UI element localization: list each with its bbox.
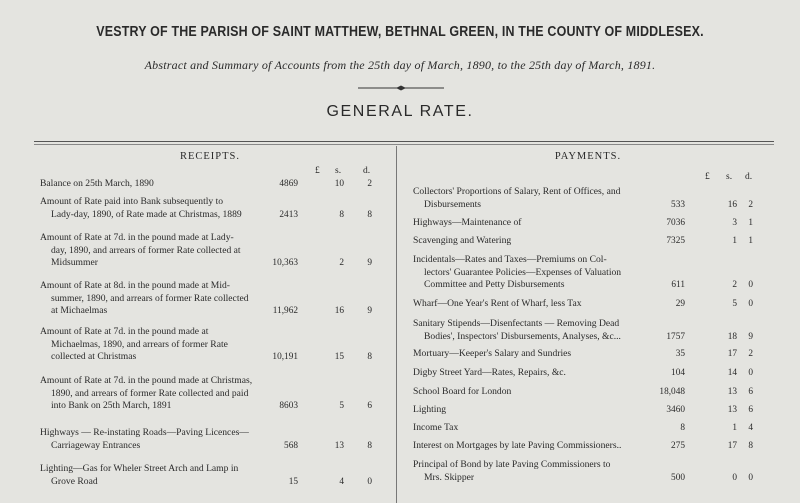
pounds-unit: £ <box>315 166 320 176</box>
shillings-value: 16 <box>334 306 344 316</box>
shillings-value: 15 <box>334 352 344 362</box>
shillings-value: 18 <box>727 331 737 342</box>
shillings-value: 1 <box>732 236 737 246</box>
pounds-value: 2413 <box>279 209 298 220</box>
shillings-value: 8 <box>339 209 344 220</box>
shillings-value: 16 <box>727 199 737 210</box>
pence-value: 1 <box>748 218 753 228</box>
pence-value: 8 <box>748 441 753 451</box>
entry-text-line: Committee and Petty Disbursements <box>424 279 565 290</box>
pounds-value: 104 <box>671 368 685 378</box>
entry-text-line: Carriageway Entrances <box>51 439 141 451</box>
pence-value: 4 <box>748 423 753 433</box>
ornament-rule-icon <box>358 84 444 92</box>
pounds-value: 533 <box>671 199 685 210</box>
entry-text-line: Amount of Rate at 7d. in the pound made at <box>40 326 209 337</box>
pounds-value: 7325 <box>666 236 685 246</box>
entry-text-line: Lighting <box>413 404 447 415</box>
pounds-value: 1757 <box>666 331 685 342</box>
shillings-value: 10 <box>334 179 344 189</box>
pence-value: 2 <box>748 199 753 210</box>
pence-value: 0 <box>748 280 753 290</box>
document-title: VESTRY OF THE PARISH OF SAINT MATTHEW, BETHNAL GREEN, IN THE COUNTY OF MIDDLESEX. <box>96 24 704 40</box>
entry-text-line: at Michaelmas <box>51 305 108 316</box>
pence-unit: d. <box>745 172 753 182</box>
entry-text-line: day, 1890, and arrears of former Rate collected at <box>51 244 241 256</box>
pence-value: 9 <box>367 258 372 268</box>
entry-text-line: Interest on Mortgages by late Paving Commissioners.. <box>413 440 622 451</box>
top-rule-secondary <box>34 144 774 145</box>
section-title: GENERAL RATE. <box>326 103 474 120</box>
shillings-value: 5 <box>339 401 344 411</box>
top-rule <box>34 141 774 142</box>
payments-heading: PAYMENTS. <box>554 151 622 162</box>
shillings-value: 5 <box>732 299 737 309</box>
shillings-value: 2 <box>732 280 737 290</box>
entry-text-line: Highways—Maintenance of <box>413 217 522 228</box>
shillings-value: 3 <box>732 218 737 228</box>
pounds-value: 15 <box>288 476 298 487</box>
pence-value: 0 <box>748 472 753 483</box>
entry-text-line: summer, 1890, and arrears of former Rate collected <box>51 292 249 304</box>
entry-text-line: Digby Street Yard—Rates, Repairs, &c. <box>413 367 566 378</box>
pounds-value: 500 <box>671 472 685 483</box>
pence-value: 8 <box>367 209 372 220</box>
pounds-value: 4869 <box>279 179 298 189</box>
pounds-value: 11,962 <box>272 306 298 316</box>
pounds-value: 18,048 <box>659 387 685 397</box>
pounds-value: 29 <box>675 299 685 309</box>
shillings-value: 17 <box>727 349 737 359</box>
entry-text-line: Principal of Bond by late Paving Commissioners to <box>413 459 611 470</box>
entry-text-line: Mortuary—Keeper's Salary and Sundries <box>413 348 572 359</box>
entry-text-line: Mrs. Skipper <box>424 471 475 483</box>
pounds-value: 3460 <box>666 405 685 415</box>
entry-text-line: Amount of Rate at 8d. in the pound made at Mid- <box>40 280 230 291</box>
pounds-value: 35 <box>675 349 685 359</box>
pounds-value: 10,363 <box>272 258 298 268</box>
entry-text-line: collected at Christmas <box>51 351 137 362</box>
shillings-value: 4 <box>339 476 344 487</box>
pounds-value: 275 <box>671 441 685 451</box>
pence-value: 6 <box>748 405 753 415</box>
pence-value: 0 <box>748 368 753 378</box>
pounds-unit: £ <box>705 172 710 182</box>
entry-text-line: 1890, and arrears of former Rate collected and paid <box>51 387 249 399</box>
pence-value: 6 <box>367 401 372 411</box>
entry-text-line: Income Tax <box>413 422 459 433</box>
pence-value: 8 <box>367 440 372 451</box>
entry-text-line: Sanitary Stipends—Disenfectants — Removing Dead <box>413 318 620 329</box>
receipts-heading: RECEIPTS. <box>179 151 241 162</box>
shillings-value: 0 <box>732 472 737 483</box>
entry-text-line: into Bank on 25th March, 1891 <box>51 400 172 411</box>
document-subtitle: Abstract and Summary of Accounts from the 25th day of March, 1890, to the 25th day of March, 1891. <box>144 58 656 72</box>
pence-value: 2 <box>748 349 753 359</box>
entry-text-line: Highways — Re-instating Roads—Paving Licences— <box>40 427 249 438</box>
pounds-value: 8 <box>680 423 685 433</box>
entry-text-line: Wharf—One Year's Rent of Wharf, less Tax <box>413 298 582 309</box>
pence-value: 0 <box>748 299 753 309</box>
entry-text-line: School Board for London <box>413 386 512 397</box>
entry-text-line: Balance on 25th March, 1890 <box>40 178 154 189</box>
shillings-value: 2 <box>339 258 344 268</box>
pounds-value: 10,191 <box>272 352 298 362</box>
pounds-value: 568 <box>284 440 298 451</box>
entry-text-line: lectors' Guarantee Policies—Expenses of Valuation <box>424 266 622 278</box>
entry-text-line: Michaelmas, 1890, and arrears of former Rate <box>51 338 228 350</box>
pence-unit: d. <box>363 166 371 176</box>
entry-text-line: Disbursements <box>424 198 482 210</box>
entry-text-line: Amount of Rate at 7d. in the pound made at Lady- <box>40 232 234 243</box>
pence-value: 0 <box>367 476 372 487</box>
pence-value: 2 <box>367 179 372 189</box>
entry-text-line: Collectors' Proportions of Salary, Rent of Offices, and <box>413 186 621 197</box>
entry-text-line: Amount of Rate at 7d. in the pound made at Christmas, <box>40 375 253 386</box>
pence-value: 6 <box>748 387 753 397</box>
shillings-unit: s. <box>335 166 342 176</box>
entry-text-line: Midsummer <box>51 257 98 268</box>
pounds-value: 611 <box>671 280 685 290</box>
entry-text-line: Amount of Rate paid into Bank subsequently to <box>40 196 224 207</box>
pence-value: 8 <box>367 352 372 362</box>
shillings-unit: s. <box>726 172 733 182</box>
entry-text-line: Grove Road <box>51 475 98 487</box>
entry-text-line: Scavenging and Watering <box>413 235 512 246</box>
column-divider <box>396 146 397 503</box>
entry-text-line: Bodies', Inspectors' Disbursements, Analyses, &c... <box>424 330 621 342</box>
pence-value: 9 <box>367 306 372 316</box>
shillings-value: 13 <box>334 440 344 451</box>
pence-value: 1 <box>748 236 753 246</box>
shillings-value: 14 <box>727 368 737 378</box>
pounds-value: 7036 <box>666 218 685 228</box>
entry-text-line: Incidentals—Rates and Taxes—Premiums on Col- <box>413 254 607 265</box>
entry-text-line: Lady-day, 1890, of Rate made at Christmas, 1889 <box>51 208 242 220</box>
shillings-value: 13 <box>727 387 737 397</box>
shillings-value: 17 <box>727 441 737 451</box>
shillings-value: 1 <box>732 423 737 433</box>
entry-text-line: Lighting—Gas for Wheler Street Arch and Lamp in <box>40 463 239 474</box>
pence-value: 9 <box>748 331 753 342</box>
shillings-value: 13 <box>727 405 737 415</box>
pounds-value: 8603 <box>279 401 298 411</box>
